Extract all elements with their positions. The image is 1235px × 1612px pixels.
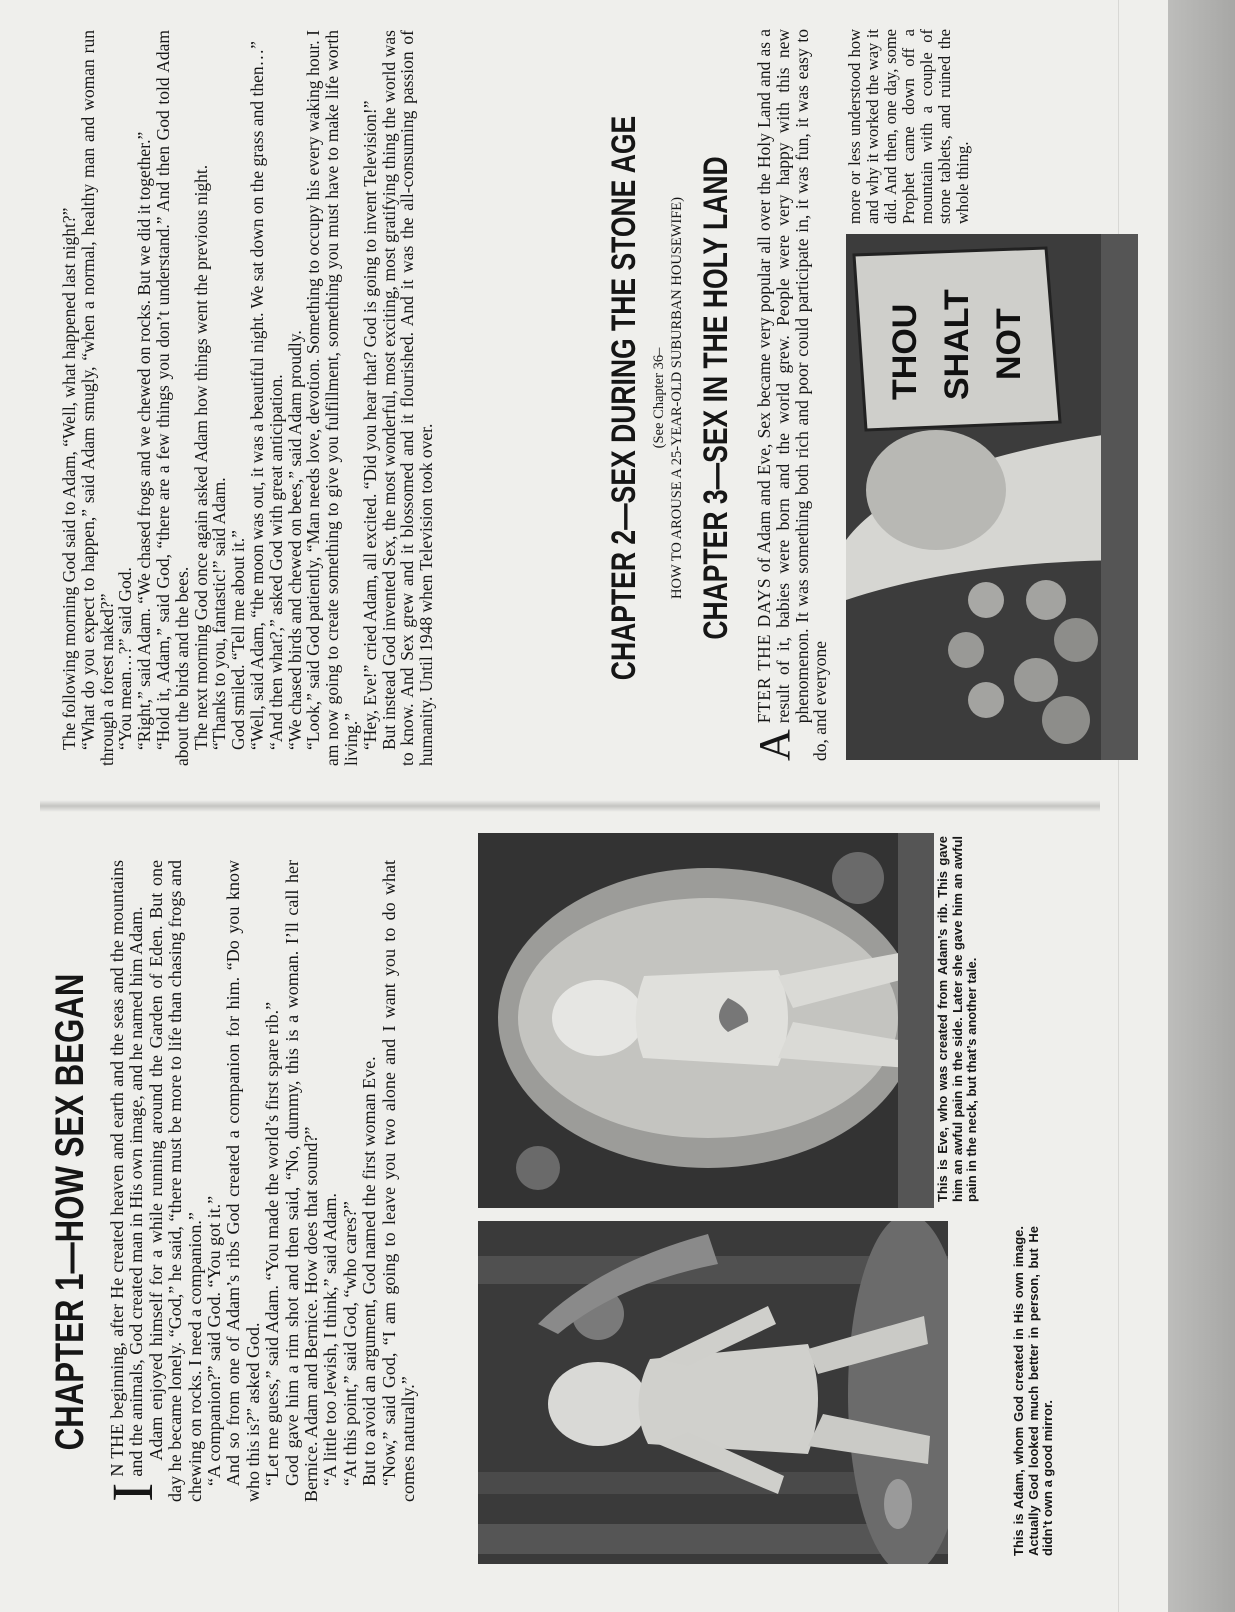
chapter-1-title: CHAPTER 1—HOW SEX BEGAN (48, 973, 92, 1451)
adam-drawing (478, 1221, 948, 1564)
paragraph: “You mean…?” said God. (115, 567, 136, 750)
paragraph: “What do you expect to happen,” said Adam smugly, “when a normal, healthy man and woman run through a forest naked?” (77, 30, 117, 766)
chapter-3-opening-text: of Adam and Eve, Sex became very popular all over the Holy Land and as a result of it, babies were born and the world grew. People were very happy with this new phenomenon. It was something both rich and poor could participate in, it was fun, it was easy to do, and everyone (754, 29, 831, 761)
paragraph: God smiled. “Tell me about it.” (228, 530, 249, 750)
chapter-1-text (100, 860, 419, 1502)
paragraph: The following morning God said to Adam, “Well, what happened last night?” (59, 207, 79, 750)
paragraph: “A companion?” said God. “You got it.” (204, 1195, 225, 1486)
scan-edge-shadow (1168, 0, 1235, 1612)
left-page (0, 806, 1168, 1612)
paragraph: “Let me guess,” said Adam. “You made the world’s first spare rib.” (262, 1001, 283, 1486)
paragraph: “And then what?,” asked God with great anticipation. (265, 374, 286, 750)
prophet-illustration (846, 234, 1138, 760)
chapter-1-opening (100, 860, 165, 1502)
paragraph: “Now,” said God, “I am going to leave you two alone and I want you to do what comes naturally.” (378, 860, 419, 1502)
paragraph: “At this point,” said God, “who cares?” (339, 1201, 360, 1486)
adam-caption: This is Adam, whom God created in His own image. Actually God looked much better in person, but He didn’t own a good mirror. (1011, 1226, 1055, 1556)
paragraph: “Thanks to you, fantastic!” said Adam. (209, 477, 230, 750)
paragraph: “Well, said Adam, “the moon was out, it was a beautiful night. We sat down on the grass and then…” (246, 41, 267, 750)
drop-cap: A (750, 729, 799, 761)
paragraph: God gave him a rim shot and then said, “No, dummy, this is a woman. I’ll call her Bernice. Adam and Bernice. How does that sound?” (281, 860, 322, 1502)
lead-smallcaps: FTER THE DAYS (754, 577, 774, 724)
chapter-2-see-title: HOW TO AROUSE A 25-YEAR-OLD SUBURBAN HOUSEWIFE) (669, 197, 685, 599)
prophet-drawing (846, 234, 1138, 760)
paragraph: “We chased birds and chewed on bees,” said Adam proudly. (284, 330, 305, 750)
paragraph: And so from one of Adam’s ribs God created a companion for him. “Do you know who this is?” asked God. (223, 860, 263, 1502)
adam-illustration (478, 1221, 948, 1564)
paragraph: “Hold it, Adam,” said God, “there are a few things you don’t understand.” And then God told Adam about the birds and the bees. (152, 30, 192, 766)
paragraph: The next morning God once again asked Adam how things went the previous night. (190, 164, 211, 750)
chapter-3-opening (750, 29, 831, 761)
chapter-2-see-note: (See Chapter 36– (651, 347, 667, 449)
eve-drawing (478, 833, 934, 1208)
eve-caption: This is Eve, who was created from Adam’s rib. This gave him an awful pain in the side. Later she gave him an awful pain in the neck, but that’s another tale. (935, 836, 979, 1202)
paragraph: Adam enjoyed himself for a while running around the Garden of Eden. But one day he became lonely. “God,” he said, “there must be more to life than chasing frogs and chewing on rocks. I need a companion.” (145, 860, 205, 1502)
tablet-word-shalt: SHALT (938, 289, 976, 400)
chapter-2-subtitle (650, 30, 686, 766)
paragraph: “A little too Jewish, I think,” said Adam. (320, 1193, 341, 1486)
tablet-word-not: NOT (990, 308, 1028, 380)
paragraph: But instead God invented Sex, the most wonderful, most exciting, most gratifying thing the world was to know. And Sex grew and it blossomed and it flourished. And it was the all-consuming passion of humanity. Until 1948 when Television took over. (378, 30, 437, 766)
chapter-2-title: CHAPTER 2—SEX DURING THE STONE AGE (605, 115, 643, 681)
chapter-1-continued (60, 30, 436, 766)
opening-text: N THE beginning, after He created heaven and earth and the seas and the mountains and the animals, God created man in His own image, and he named him Adam. (107, 860, 147, 1477)
right-page (0, 0, 1168, 806)
paragraph: “Right,” said Adam. “We chased frogs and we chewed on rocks. But we did it together.” (134, 131, 155, 750)
drop-cap: I (100, 1482, 165, 1502)
chapter-3-title: CHAPTER 3—SEX IN THE HOLY LAND (697, 156, 735, 640)
paragraph: “Look,” said God patiently, “Man needs love, devotion. Something to occupy his every waking hour. I am now going to create something to give you fulfillment, something you must have to make life worth living.” (303, 30, 361, 766)
chapter-3-side-text: more or less understood how and why it worked the way it did. And then, one day, some Prophet came down off a mountain with a couple of stone tablets, and ruined the whole thing. (845, 29, 972, 224)
chapter-3-text (750, 29, 831, 761)
tablet-word-thou: THOU (886, 303, 924, 400)
paragraph: “Hey, Eve!” cried Adam, all excited. “Did you hear that? God is going to invent Television!” (359, 100, 380, 750)
eve-illustration (478, 833, 934, 1208)
paragraph: But to avoid an argument, God named the first woman Eve. (359, 1056, 380, 1486)
